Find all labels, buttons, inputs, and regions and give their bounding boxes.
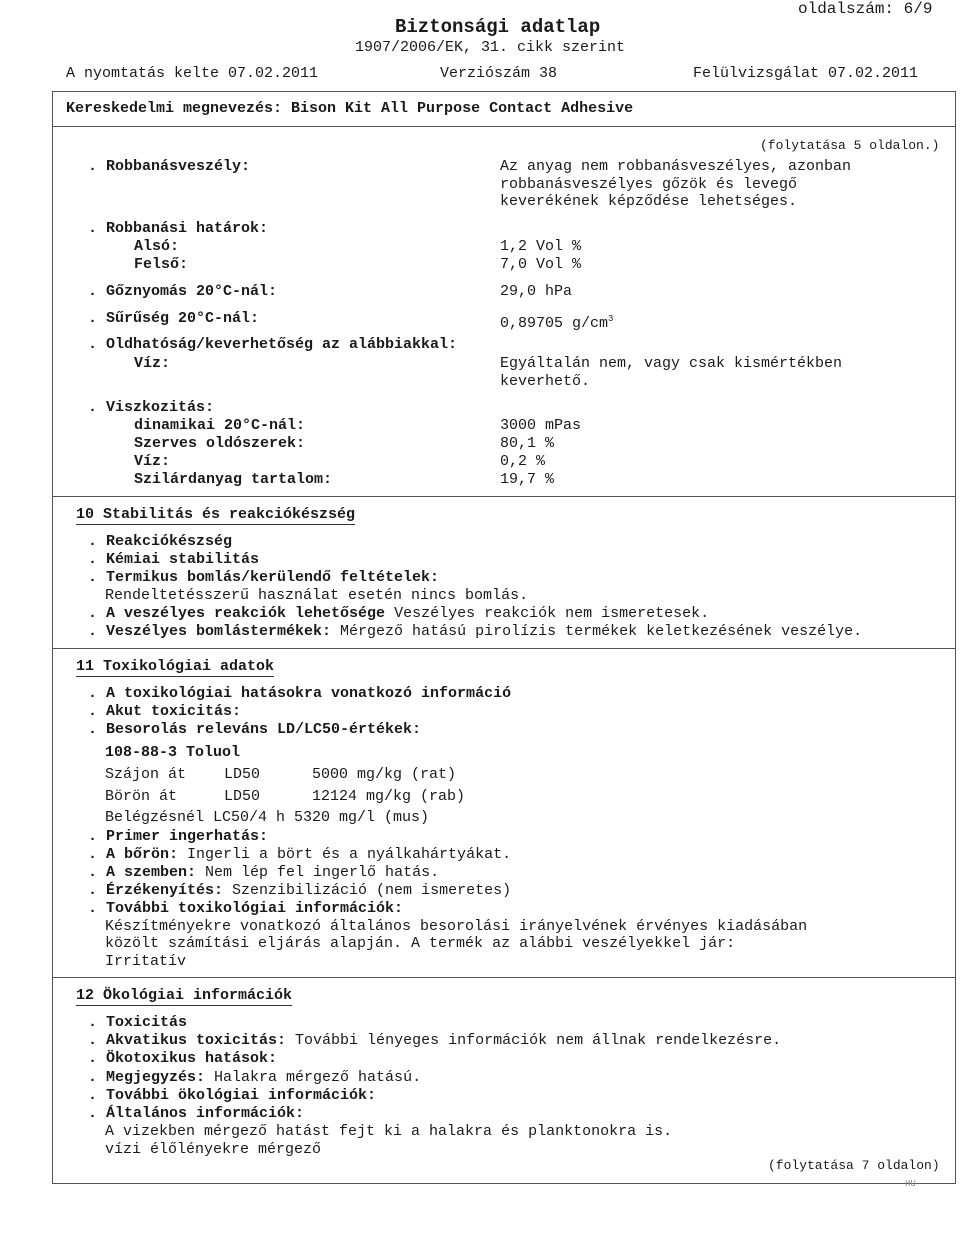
sensitization-label: . Érzékenyítés: (88, 882, 224, 899)
further-tox-text-2: közölt számítási eljárás alapján. A termék az alábbi veszélyekkel jár: (105, 935, 736, 952)
document-subtitle: 1907/2006/EK, 31. cikk szerint (355, 39, 626, 56)
tox-row-route: Börön át (105, 788, 178, 805)
further-tox-label: . További toxikológiai információk: (88, 900, 404, 917)
reactivity-label: . Reakciókészség (88, 533, 233, 550)
trade-name: Kereskedelmi megnevezés: Bison Kit All Purpose Contact Adhesive (66, 100, 634, 117)
hazardous-reactions-text: Veszélyes reakciók nem ismeretesek. (385, 605, 710, 622)
print-date: A nyomtatás kelte 07.02.2011 (66, 65, 319, 82)
decomposition-products-label: . Veszélyes bomlástermékek: (88, 623, 332, 640)
water-content-value: 0,2 % (500, 453, 546, 470)
aquatic-toxicity-text: További lényeges információk nem állnak rendelkezésre. (286, 1032, 782, 1049)
substance-name: 108-88-3 Toluol (105, 744, 241, 761)
further-tox-text-3: Irritatív (105, 953, 187, 970)
viscosity-label: . Viszkozitás: (88, 399, 215, 416)
sensitization-text: Szenzibilizáció (nem ismeretes) (223, 882, 512, 899)
vapour-pressure-value: 29,0 hPa (500, 283, 573, 300)
section-12-divider (52, 977, 956, 978)
ld-values-label: . Besorolás releváns LD/LC50-értékek: (88, 721, 422, 738)
continued-to: (folytatása 7 oldalon) (768, 1158, 940, 1173)
language-code: HU (905, 1179, 916, 1189)
continued-from: (folytatása 5 oldalon.) (760, 138, 940, 153)
chemical-stability-label: . Kémiai stabilitás (88, 551, 260, 568)
revision-date: Felülvizsgálat 07.02.2011 (693, 65, 919, 82)
remark-label: . Megjegyzés: (88, 1069, 206, 1086)
section-11-divider (52, 648, 956, 649)
skin-line (88, 846, 511, 864)
dynamic-viscosity-value: 3000 mPas (500, 417, 582, 434)
decomposition-products-text: Mérgező hatású pirolízis termékek keletkezésének veszélye. (331, 623, 863, 640)
lower-limit-label: Alsó: (134, 238, 180, 255)
sensitization-line (88, 882, 511, 900)
tox-row-type: LD50 (224, 788, 261, 805)
dynamic-viscosity-label: dinamikai 20°C-nál: (134, 417, 306, 434)
explosion-limits-label: . Robbanási határok: (88, 220, 269, 237)
water-value-1: Egyáltalán nem, vagy csak kismértékben (500, 355, 843, 372)
vapour-pressure-label: . Gőznyomás 20°C-nál: (88, 283, 278, 300)
aquatic-toxicity-label: . Akvatikus toxicitás: (88, 1032, 287, 1049)
general-info-text-2: vízi élőlényekre mérgező (105, 1141, 322, 1158)
water-value-2: keverhető. (500, 373, 591, 390)
version-number: Verziószám 38 (440, 65, 558, 82)
explosion-label: . Robbanásveszély: (88, 158, 251, 175)
general-info-text-1: A vizekben mérgező hatást fejt ki a halakra és planktonokra is. (105, 1123, 673, 1140)
remark-line (88, 1069, 421, 1087)
density-superscript: 3 (608, 314, 614, 324)
tox-row-value: 12124 mg/kg (rab) (312, 788, 466, 805)
tox-row-route: Szájon át (105, 766, 187, 783)
hazardous-reactions-line (88, 605, 709, 623)
solubility-label: . Oldhatóság/keverhetőség az alábbiakkal: (88, 336, 458, 353)
explosion-value-1: Az anyag nem robbanásveszélyes, azonban (500, 158, 852, 175)
toxicological-info-label: . A toxikológiai hatásokra vonatkozó információ (88, 685, 512, 702)
primary-irritation-label: . Primer ingerhatás: (88, 828, 269, 845)
upper-limit-value: 7,0 Vol % (500, 256, 582, 273)
thermal-decomposition-label: . Termikus bomlás/kerülendő feltételek: (88, 569, 440, 586)
density-value (500, 310, 613, 333)
water-label: Víz: (134, 355, 171, 372)
lower-limit-value: 1,2 Vol % (500, 238, 582, 255)
general-info-label: . Általános információk: (88, 1105, 305, 1122)
section-10-divider (52, 496, 956, 497)
decomposition-products-line (88, 623, 862, 641)
tox-row-type: LD50 (224, 766, 261, 783)
density-number: 0,89705 g/cm (500, 315, 609, 332)
section-10-heading-text: 10 Stabilitás és reakciókészség (76, 506, 356, 523)
acute-toxicity-label: . Akut toxicitás: (88, 703, 242, 720)
trade-name-divider (52, 126, 956, 127)
inhalation-value: Belégzésnél LC50/4 h 5320 mg/l (mus) (105, 809, 430, 826)
section-10-heading (76, 506, 355, 524)
density-label: . Sűrűség 20°C-nál: (88, 310, 260, 327)
explosion-value-2: robbanásveszélyes gőzök és levegő (500, 176, 798, 193)
eye-line (88, 864, 439, 882)
page-number: oldalszám: 6/9 (798, 0, 933, 18)
solids-content-value: 19,7 % (500, 471, 555, 488)
section-11-heading (76, 658, 274, 676)
tox-row-value: 5000 mg/kg (rat) (312, 766, 457, 783)
eye-text: Nem lép fel ingerlő hatás. (196, 864, 440, 881)
section-12-heading-text: 12 Ökológiai információk (76, 987, 293, 1004)
upper-limit-label: Felső: (134, 256, 189, 273)
remark-text: Halakra mérgező hatású. (205, 1069, 422, 1086)
thermal-decomposition-text: Rendeltetésszerű használat esetén nincs bomlás. (105, 587, 529, 604)
explosion-value-3: keverékének képződése lehetséges. (500, 193, 798, 210)
section-11-heading-text: 11 Toxikológiai adatok (76, 658, 275, 675)
toxicity-label: . Toxicitás (88, 1014, 188, 1031)
aquatic-toxicity-line (88, 1032, 781, 1050)
document-title: Biztonsági adatlap (395, 16, 601, 38)
further-tox-text-1: Készítményekre vonatkozó általános besorolási irányelvének érvényes kiadásában (105, 918, 808, 935)
organic-solvents-label: Szerves oldószerek: (134, 435, 306, 452)
skin-text: Ingerli a bört és a nyálkahártyákat. (178, 846, 512, 863)
solids-content-label: Szilárdanyag tartalom: (134, 471, 333, 488)
organic-solvents-value: 80,1 % (500, 435, 555, 452)
hazardous-reactions-label: . A veszélyes reakciók lehetősége (88, 605, 386, 622)
ecotoxic-effects-label: . Ökotoxikus hatások: (88, 1050, 278, 1067)
water-content-label: Víz: (134, 453, 171, 470)
eye-label: . A szemben: (88, 864, 197, 881)
skin-label: . A bőrön: (88, 846, 179, 863)
section-12-heading (76, 987, 292, 1005)
further-eco-label: . További ökológiai információk: (88, 1087, 377, 1104)
